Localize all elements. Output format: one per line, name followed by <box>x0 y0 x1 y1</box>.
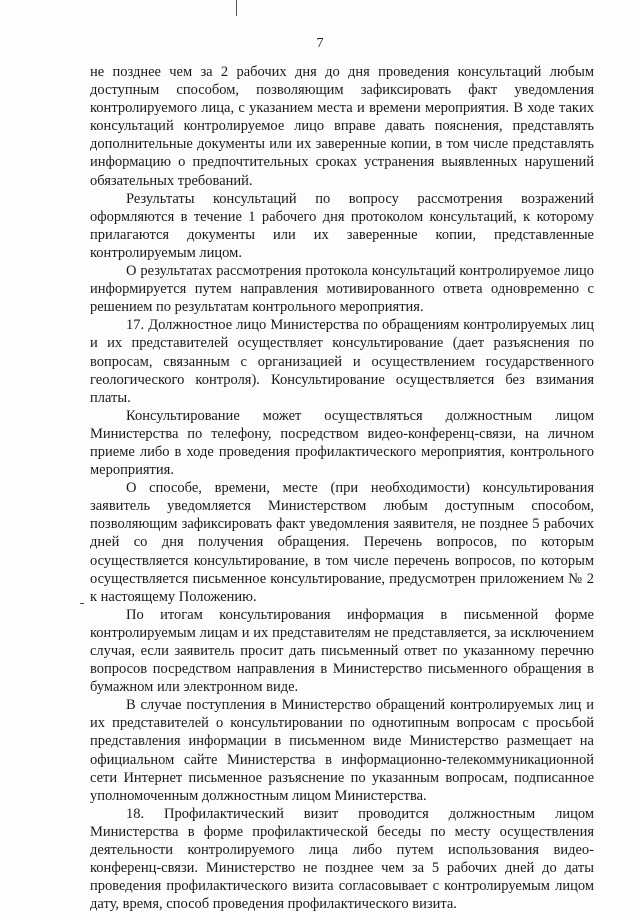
paragraph-9: 18. Профилактический визит проводится должностным лицом Министерства в форме профилактической беседы по месту осуществления деятельности контролируемого лица либо путем использования видео-конференц-связи. Министерство не позднее чем за 5 рабочих дней до даты проведения профилактического визита согласовывает с контролируемым лицом дату, время, способ проведения профилактического визита. <box>90 805 594 913</box>
document-body <box>90 63 594 913</box>
page-number: 7 <box>316 36 324 51</box>
paragraph-4: 17. Должностное лицо Министерства по обращениям контролируемых лиц и их представителей осуществляет консультирование (дает разъяснения по вопросам, связанным с организацией и осуществлением государственного геологического контроля). Консультирование осуществляется без взимания платы. <box>90 317 594 406</box>
margin-mark <box>80 603 84 604</box>
paragraph-1: не позднее чем за 2 рабочих дня до дня проведения консультаций любым доступным способом, позволяющим зафиксировать факт уведомления контролируемого лица, с указанием места и времени мероприятия. В ходе таких консультаций контролируемое лицо вправе давать пояснения, представлять дополнительные документы или их заверенные копии, в том числе представлять информацию о предпочтительных сроках устранения выявленных нарушений обязательных требований. <box>90 64 594 189</box>
scan-mark <box>236 0 237 16</box>
paragraph-7: По итогам консультирования информация в письменной форме контролируемым лицам и их представителям не представляется, за исключением случая, если заявитель просит дать письменный ответ по указанному перечню вопросов посредством направления в Министерство письменного обращения в бумажном или электронном виде. <box>90 606 594 696</box>
paragraph-3: О результатах рассмотрения протокола консультаций контролируемое лицо информируется путем направления мотивированного ответа одновременно с решением по результатам контрольного мероприятия. <box>90 263 594 316</box>
paragraph-2: Результаты консультаций по вопросу рассмотрения возражений оформляются в течение 1 рабочего дня протоколом консультаций, к которому прилагаются документы или их заверенные копии, представленные контролируемым лицом. <box>90 190 594 261</box>
paragraph-6: О способе, времени, месте (при необходимости) консультирования заявитель уведомляется Министерством любым доступным способом, позволяющим зафиксировать факт уведомления заявителя, не позднее 5 рабочих дней со дня получения обращения. Перечень вопросов, по которым осуществляется консультирование, в том числе перечень вопросов, по которым осуществляется письменное консультирование, предусмотрен приложением № 2 к настоящему Положению. <box>90 480 594 605</box>
paragraph-8: В случае поступления в Министерство обращений контролируемых лиц и их представителей о консультировании по однотипным вопросам с просьбой представления информации в письменном виде Министерство размещает на официальном сайте Министерства в информационно-телекоммуникационной сети Интернет письменное разъяснение по указанным вопросам, подписанное уполномоченным должностным лицом Министерства. <box>90 697 594 804</box>
paragraph-5: Консультирование может осуществляться должностным лицом Министерства по телефону, посредством видео-конференц-связи, на личном приеме либо в ходе проведения профилактического мероприятия, контрольного мероприятия. <box>90 407 594 479</box>
